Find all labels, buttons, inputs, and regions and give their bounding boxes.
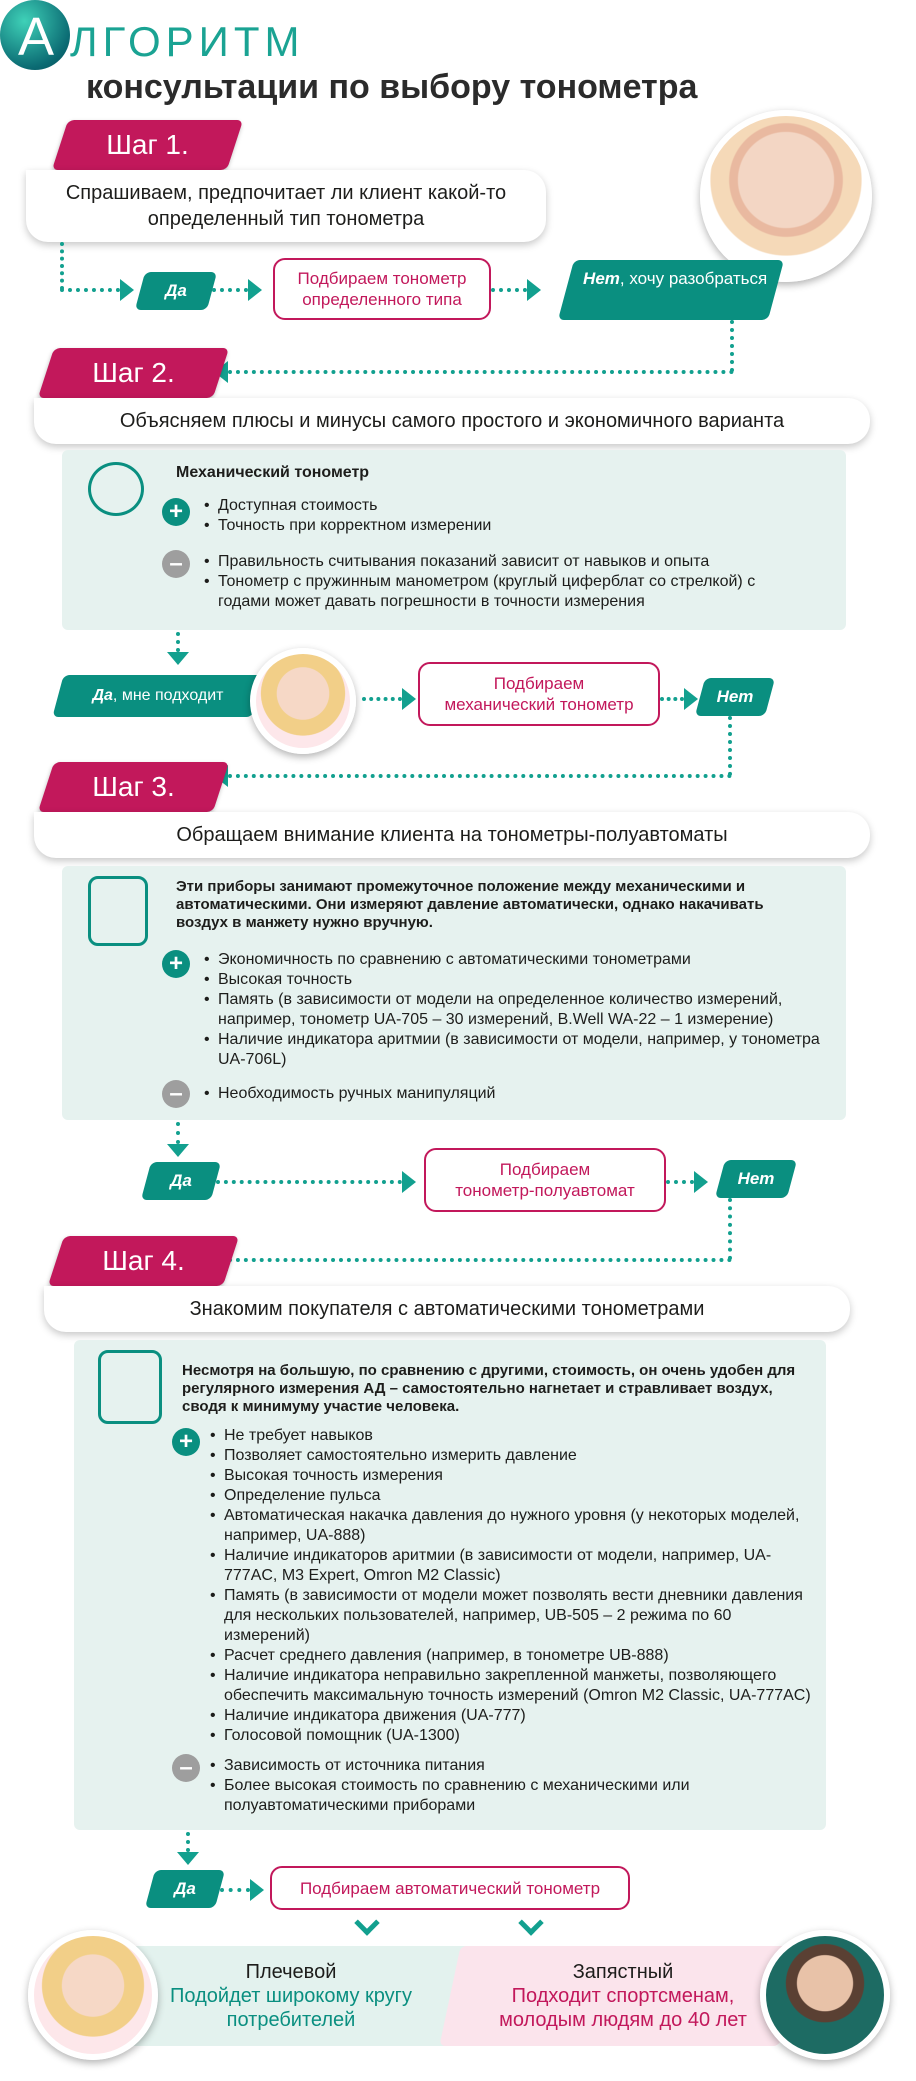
step3-choose-line1: Подбираем <box>499 1160 591 1179</box>
list-item: • Зависимость от источника питания <box>210 1756 810 1776</box>
woman-smiling-avatar <box>250 648 356 754</box>
connector <box>728 1198 732 1260</box>
chevron-down-icon <box>354 1910 379 1935</box>
connector <box>216 1180 402 1184</box>
step4-intro: Несмотря на большую, по сравнению с другими, стоимость, он очень удобен для регулярного измерения АД – самостоятельно нагнетает и стравливает воздух, сводя к минимуму участие человека. <box>182 1362 796 1415</box>
step1-question-line1: Спрашиваем, предпочитает ли клиент какой-то <box>65 182 507 204</box>
list-item: • Наличие индикатора движения (UA-777) <box>210 1706 814 1726</box>
connector <box>362 697 402 701</box>
step4-choose-box: Подбираем автоматический тонометр <box>270 1866 630 1910</box>
logo-letter: А <box>18 7 55 67</box>
minus-icon: – <box>162 1080 190 1108</box>
chevron-down-icon <box>518 1910 543 1935</box>
list-item: • Определение пульса <box>210 1486 814 1506</box>
step2-no-pill: Нет <box>695 678 775 716</box>
list-item: • Наличие индикатора аритмии (в зависимости от модели, например, у тонометра UA-706L) <box>204 1030 824 1070</box>
step2-choose-line1: Подбираем <box>493 674 585 693</box>
list-item: • Не требует навыков <box>210 1426 814 1446</box>
step2-yes-pill <box>52 675 263 717</box>
step2-yes-bold: Да <box>92 687 113 704</box>
step1-question-line2: определенный тип тонометра <box>147 208 425 230</box>
list-item: • Голосовой помощник (UA-1300) <box>210 1726 814 1746</box>
list-item: • Наличие индикатора неправильно закрепленной манжеты, позволяющего обеспечить максимальную точность измерений (Omron M2 Classic, UA-777AC) <box>210 1666 814 1706</box>
wrist-line1: Подходит спортсменам, <box>511 1985 735 2007</box>
step4-minus-list <box>210 1756 810 1816</box>
connector <box>660 697 684 701</box>
plus-icon: + <box>162 498 190 526</box>
step4-banner: Знакомим покупателя с автоматическими тонометрами <box>44 1286 850 1332</box>
connector <box>666 1180 694 1184</box>
connector <box>228 370 734 374</box>
step3-yes-pill: Да <box>141 1162 221 1200</box>
connector <box>228 1258 732 1262</box>
arrow-right-icon <box>120 279 134 301</box>
connector <box>228 774 732 778</box>
step4-yes-pill: Да <box>145 1870 225 1908</box>
connector <box>186 1832 190 1852</box>
arrow-right-icon <box>250 1879 264 1901</box>
step2-banner: Объясняем плюсы и минусы самого простого и экономичного варианта <box>34 398 870 444</box>
step2-choose-box <box>418 662 660 726</box>
list-item: • Память (в зависимости от модели на определенное количество измерений, например, тонометр UA-705 – 30 измерений, B.Well WA-22 – 1 измерение) <box>204 990 824 1030</box>
arrow-down-icon <box>167 1144 189 1157</box>
connector <box>491 288 527 292</box>
arrow-down-icon <box>177 1852 199 1865</box>
step1-no-pill <box>558 260 784 320</box>
semi-automatic-tonometer-icon <box>88 876 148 946</box>
step3-no-pill: Нет <box>715 1160 797 1198</box>
step1-no-bold: Нет <box>583 269 620 288</box>
step3-tag: Шаг 3. <box>38 762 229 812</box>
upper-arm-title: Плечевой <box>245 1961 337 1983</box>
list-item: • Экономичность по сравнению с автоматическими тонометрами <box>204 950 824 970</box>
list-item: • Правильность считывания показаний зависит от навыков и опыта <box>204 552 794 572</box>
step3-minus-list <box>204 1084 804 1104</box>
step3-choose-line2: тонометр-полуавтомат <box>455 1181 635 1200</box>
step2-yes-rest: , мне подходит <box>112 687 224 704</box>
connector <box>176 1122 180 1144</box>
step2-title: Механический тонометр <box>176 464 370 481</box>
list-item: • Наличие индикаторов аритмии (в зависимости от модели, например, UA-777AC, M3 Expert, Omron M2 Classic) <box>210 1546 814 1586</box>
step1-tag: Шаг 1. <box>52 120 243 170</box>
arrow-right-icon <box>248 279 262 301</box>
man-sporty-avatar <box>760 1930 890 2060</box>
step3-banner: Обращаем внимание клиента на тонометры-полуавтоматы <box>34 812 870 858</box>
mechanical-tonometer-icon <box>88 462 144 516</box>
step2-plus-list <box>204 496 824 536</box>
list-item: • Автоматическая накачка давления до нужного уровня (у некоторых моделей, например, UA-888) <box>210 1506 814 1546</box>
wrist-title: Запястный <box>572 1961 674 1983</box>
list-item: • Точность при корректном измерении <box>204 516 824 536</box>
step3-intro: Эти приборы занимают промежуточное положение между механическими и автоматическими. Они измеряют давление автоматически, однако накачивать воздух в манжету нужно вручную. <box>176 878 764 931</box>
arrow-down-icon <box>167 652 189 665</box>
connector <box>730 320 734 372</box>
connector <box>728 716 732 776</box>
step3-plus-list <box>204 950 824 1070</box>
step2-tag: Шаг 2. <box>38 348 229 398</box>
logo-text: ЛГОРИТМ <box>70 18 305 65</box>
step4-plus-list <box>210 1426 814 1746</box>
page-subtitle: консультации по выбору тонометра <box>86 68 698 106</box>
step1-choose-line2: определенного типа <box>302 290 462 309</box>
connector <box>220 1888 250 1892</box>
connector <box>60 288 120 292</box>
step3-choose-box <box>424 1148 666 1212</box>
list-item: • Необходимость ручных манипуляций <box>204 1084 804 1104</box>
list-item: • Расчет среднего давления (например, в тонометре UB-888) <box>210 1646 814 1666</box>
list-item: • Высокая точность измерения <box>210 1466 814 1486</box>
minus-icon: – <box>162 550 190 578</box>
plus-icon: + <box>162 950 190 978</box>
list-item: • Память (в зависимости от модели может позволять вести дневники давления для нескольких пользователей, например, UB-505 – 2 режима по 60 измерений) <box>210 1586 814 1646</box>
connector <box>60 242 64 290</box>
list-item: • Доступная стоимость <box>204 496 824 516</box>
list-item: • Позволяет самостоятельно измерить давление <box>210 1446 814 1466</box>
step2-minus-list <box>204 552 794 612</box>
woman-thinking-avatar <box>700 110 872 282</box>
automatic-tonometer-icon <box>98 1350 162 1424</box>
wrist-line2: молодым людям до 40 лет <box>499 2009 747 2031</box>
woman-pointing-avatar <box>28 1930 158 2060</box>
list-item: • Высокая точность <box>204 970 824 990</box>
step2-choose-line2: механический тонометр <box>444 695 634 714</box>
upper-arm-card <box>126 1960 456 2032</box>
arrow-right-icon <box>402 1171 416 1193</box>
arrow-right-icon <box>527 279 541 301</box>
upper-arm-line1: Подойдет широкому кругу <box>170 1985 412 2007</box>
list-item: • Тонометр с пружинным манометром (круглый циферблат со стрелкой) с годами может давать погрешности в точности измерения <box>204 572 794 612</box>
upper-arm-line2: потребителей <box>226 2009 356 2031</box>
step1-no-rest: , хочу разобраться <box>619 269 768 288</box>
plus-icon: + <box>172 1428 200 1456</box>
step1-choose-line1: Подбираем тонометр <box>297 269 467 288</box>
connector <box>176 632 180 652</box>
minus-icon: – <box>172 1754 200 1782</box>
arrow-right-icon <box>402 688 416 710</box>
connector <box>212 288 248 292</box>
wrist-card <box>468 1960 778 2032</box>
step4-tag: Шаг 4. <box>48 1236 239 1286</box>
step1-yes-pill: Да <box>135 272 217 310</box>
step1-choose-box <box>273 258 491 320</box>
step1-question <box>26 170 546 242</box>
arrow-right-icon <box>684 688 698 710</box>
list-item: • Более высокая стоимость по сравнению с механическими или полуавтоматическими приборами <box>210 1776 810 1816</box>
arrow-right-icon <box>694 1171 708 1193</box>
